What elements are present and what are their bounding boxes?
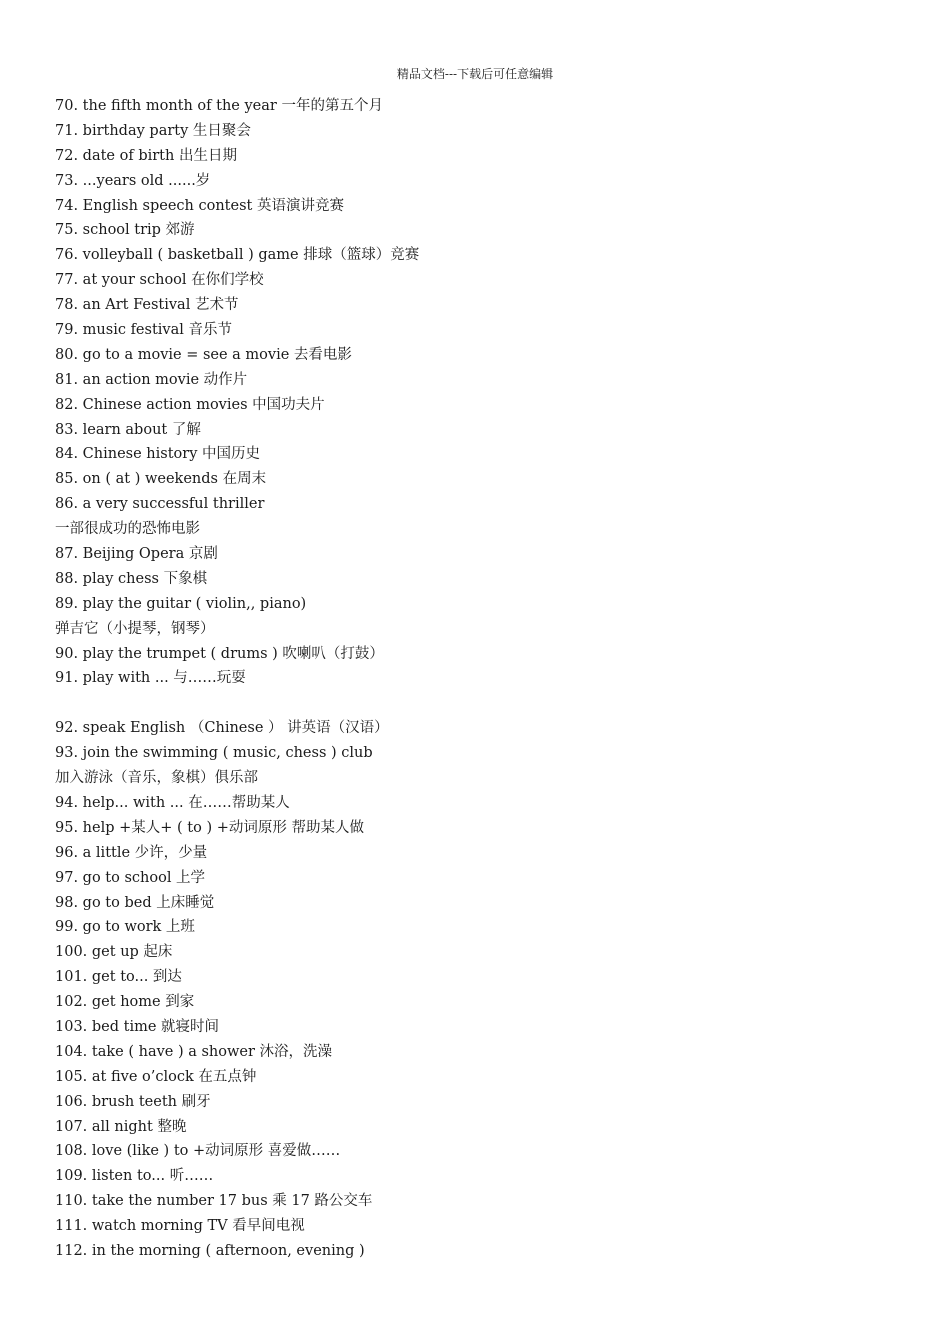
list-line: 71. birthday party 生日聚会 [55,122,251,139]
list-line: 106. brush teeth 刷牙 [55,1093,211,1110]
vocabulary-list [55,94,915,1264]
list-line: 95. help +某人+ ( to ) +动词原形 帮助某人做 [55,819,364,836]
list-line: 105. at five o’clock 在五点钟 [55,1068,257,1085]
list-line: 98. go to bed 上床睡觉 [55,894,215,911]
list-line: 弹吉它（小提琴，钢琴） [55,620,215,637]
page-header: 精品文档---下载后可任意编辑 [396,67,554,81]
list-line: 92. speak English （Chinese ） 讲英语（汉语） [55,720,389,737]
list-line: 112. in the morning ( afternoon, evening ) [55,1242,365,1259]
list-line: 102. get home 到家 [55,994,195,1011]
list-line: 89. play the guitar ( violin,, piano) [55,595,307,612]
list-line: 84. Chinese history 中国历史 [55,446,260,463]
list-line: 99. go to work 上班 [55,919,195,936]
list-line: 85. on ( at ) weekends 在周末 [55,471,267,488]
list-line: 72. date of birth 出生日期 [55,147,237,164]
list-line: 70. the fifth month of the year 一年的第五个月 [55,98,383,114]
list-line: 110. take the number 17 bus 乘 17 路公交车 [55,1193,373,1210]
list-line: 81. an action movie 动作片 [55,371,248,388]
list-line: 104. take ( have ) a shower 沐浴，洗澡 [55,1043,333,1060]
list-line: 103. bed time 就寝时间 [55,1018,220,1035]
list-line: 97. go to school 上学 [55,869,206,886]
list-line: 93. join the swimming ( music, chess ) club [55,745,373,762]
list-line: 87. Beijing Opera 京剧 [55,546,218,563]
list-line: 76. volleyball ( basketball ) game 排球（篮球）竞赛 [55,247,420,264]
list-line: 90. play the trumpet ( drums ) 吹喇叭（打鼓） [55,645,384,662]
list-line: 82. Chinese action movies 中国功夫片 [55,396,325,413]
list-line: 109. listen to... 听…… [55,1168,214,1185]
list-line: 一部很成功的恐怖电影 [55,521,200,538]
list-line: 74. English speech contest 英语演讲竞赛 [55,197,344,214]
list-line: 77. at your school 在你们学校 [55,272,264,289]
list-line: 107. all night 整晚 [55,1118,187,1135]
list-line: 加入游泳（音乐，象棋）俱乐部 [55,770,258,787]
list-line: 108. love (like ) to +动词原形 喜爱做…… [55,1143,341,1160]
list-line: 88. play chess 下象棋 [55,570,208,587]
list-line: 79. music festival 音乐节 [55,322,233,339]
blank-line [55,691,915,716]
list-line: 94. help... with ... 在……帮助某人 [55,794,290,811]
list-line: 73. ...years old ......岁 [55,172,211,189]
list-line: 100. get up 起床 [55,944,173,961]
list-line: 80. go to a movie = see a movie 去看电影 [55,346,352,363]
list-line: 96. a little 少许，少量 [55,844,208,861]
list-line: 111. watch morning TV 看早间电视 [55,1218,305,1235]
list-line: 86. a very successful thriller [55,496,265,513]
list-line: 101. get to... 到达 [55,969,182,986]
list-line: 78. an Art Festival 艺术节 [55,297,239,314]
list-line: 83. learn about 了解 [55,421,201,438]
list-line: 75. school trip 郊游 [55,222,195,239]
list-line: 91. play with ... 与……玩耍 [55,670,246,687]
